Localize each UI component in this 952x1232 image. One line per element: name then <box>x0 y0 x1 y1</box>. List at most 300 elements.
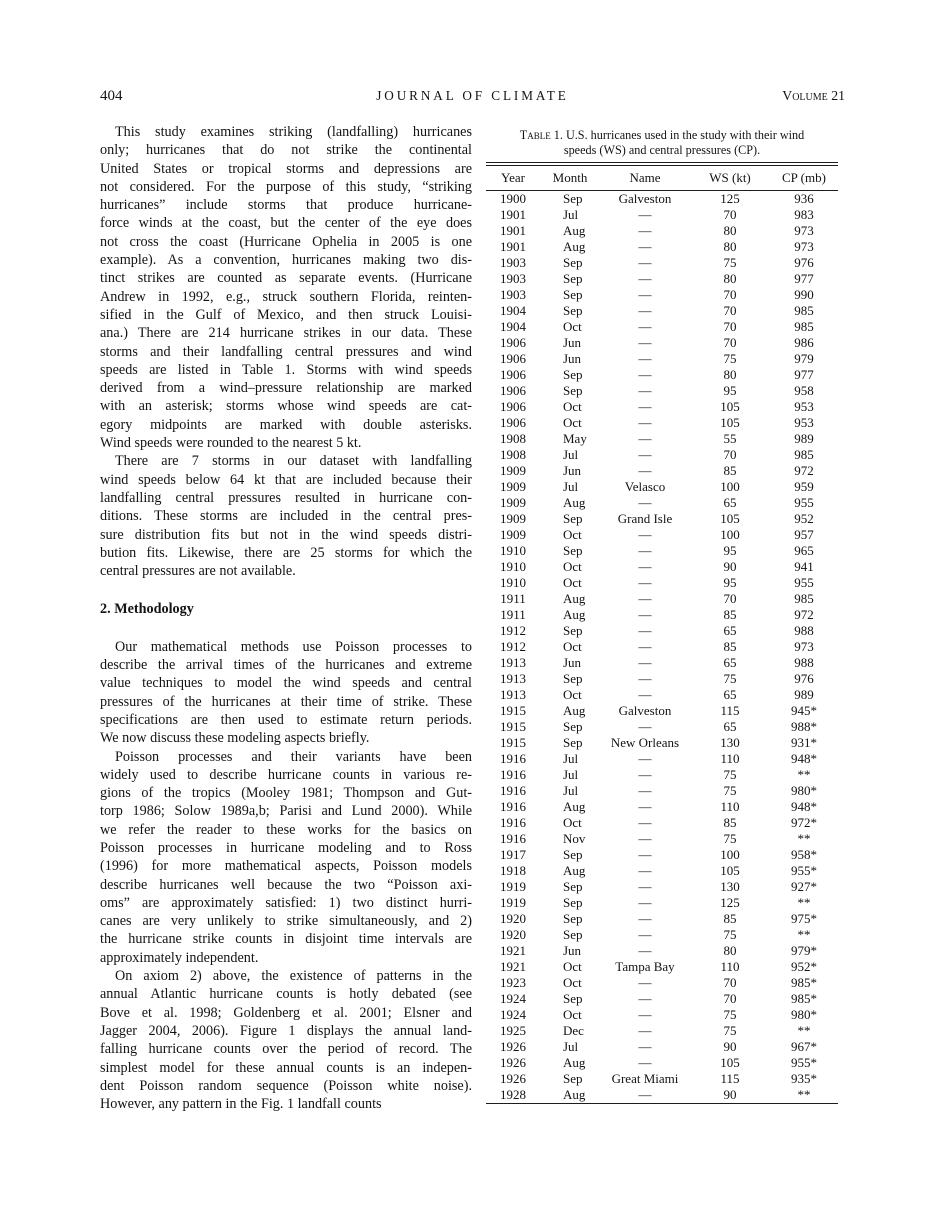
cell-name: — <box>638 559 652 575</box>
cell-name: — <box>638 783 652 799</box>
article-column <box>100 123 472 1113</box>
column-header: WS (kt) <box>709 170 751 186</box>
cell-ws: 95 <box>723 543 737 559</box>
cell-cp: 973 <box>794 639 814 655</box>
cell-year: 1906 <box>500 335 526 351</box>
section-heading: 2. Methodology <box>100 600 194 617</box>
cell-name: Great Miami <box>611 1071 679 1087</box>
cell-month: Sep <box>563 367 583 383</box>
cell-cp: 957 <box>794 527 814 543</box>
cell-month: Sep <box>563 671 583 687</box>
cell-ws: 75 <box>723 831 737 847</box>
cell-cp: 952* <box>791 959 817 975</box>
cell-ws: 70 <box>723 319 737 335</box>
table-column <box>486 128 838 1104</box>
cell-ws: 130 <box>720 879 740 895</box>
table-row <box>486 463 838 479</box>
cell-month: Oct <box>563 975 582 991</box>
cell-month: Sep <box>563 927 583 943</box>
cell-name: — <box>638 767 652 783</box>
text-line: dent Poisson random sequence (Poisson white noise). <box>100 1077 472 1094</box>
cell-year: 1910 <box>500 559 526 575</box>
cell-ws: 100 <box>720 527 740 543</box>
cell-year: 1923 <box>500 975 526 991</box>
text-line: example). As a convention, hurricanes making two dis- <box>100 252 472 269</box>
cell-year: 1916 <box>500 751 526 767</box>
column-header: Name <box>629 170 661 186</box>
cell-month: Oct <box>563 527 582 543</box>
cell-ws: 80 <box>723 367 737 383</box>
cell-ws: 85 <box>723 911 737 927</box>
table-row <box>486 495 838 511</box>
cell-year: 1916 <box>500 831 526 847</box>
table-row <box>486 815 838 831</box>
cell-ws: 70 <box>723 591 737 607</box>
table-row <box>486 607 838 623</box>
article-body <box>100 123 472 1113</box>
cell-year: 1916 <box>500 783 526 799</box>
cell-year: 1906 <box>500 399 526 415</box>
cell-ws: 110 <box>720 751 740 767</box>
cell-month: Sep <box>563 511 583 527</box>
cell-cp: 988 <box>794 623 814 639</box>
cell-ws: 75 <box>723 351 737 367</box>
table-row <box>486 1055 838 1071</box>
cell-name: — <box>638 687 652 703</box>
cell-year: 1916 <box>500 799 526 815</box>
text-line: describe the arrival times of the hurricanes and extreme <box>100 657 472 674</box>
text-line: Poisson processes in hurricane modeling and to Ross <box>100 839 472 856</box>
text-line: tinct strikes are counted as separate events. (Hurricane <box>100 270 472 287</box>
cell-year: 1912 <box>500 639 526 655</box>
cell-month: Sep <box>563 255 583 271</box>
cell-ws: 70 <box>723 991 737 1007</box>
cell-month: Jun <box>563 943 582 959</box>
table-row <box>486 687 838 703</box>
cell-cp: 977 <box>794 367 814 383</box>
cell-year: 1919 <box>500 879 526 895</box>
cell-cp: ** <box>797 927 811 943</box>
cell-year: 1906 <box>500 367 526 383</box>
cell-year: 1908 <box>500 447 526 463</box>
cell-year: 1900 <box>500 191 526 207</box>
cell-year: 1915 <box>500 719 526 735</box>
cell-cp: ** <box>797 895 811 911</box>
cell-ws: 70 <box>723 447 737 463</box>
cell-name: — <box>638 463 652 479</box>
cell-month: Aug <box>563 863 586 879</box>
cell-ws: 70 <box>723 975 737 991</box>
cell-name: — <box>638 399 652 415</box>
cell-cp: 973 <box>794 223 814 239</box>
text-line: Wind speeds were rounded to the nearest 5 kt. <box>100 435 362 452</box>
cell-year: 1920 <box>500 911 526 927</box>
cell-month: Sep <box>563 303 583 319</box>
volume-label: Volume 21 <box>782 88 845 103</box>
cell-year: 1917 <box>500 847 526 863</box>
cell-cp: 972* <box>791 815 817 831</box>
table-row <box>486 255 838 271</box>
cell-year: 1901 <box>500 207 526 223</box>
cell-month: Oct <box>563 319 582 335</box>
cell-name: — <box>638 911 652 927</box>
cell-cp: 965 <box>794 543 814 559</box>
text-line: On axiom 2) above, the existence of patterns in the <box>115 968 472 985</box>
cell-month: Sep <box>563 991 583 1007</box>
column-header: Year <box>501 170 525 186</box>
table-row <box>486 527 838 543</box>
cell-month: Jul <box>563 751 579 767</box>
cell-name: — <box>638 671 652 687</box>
cell-month: Aug <box>563 799 586 815</box>
cell-ws: 95 <box>723 383 737 399</box>
cell-cp: 952 <box>794 511 814 527</box>
cell-cp: ** <box>797 767 811 783</box>
text-line: However, any pattern in the Fig. 1 landfall counts <box>100 1096 382 1113</box>
table-row <box>486 239 838 255</box>
cell-cp: 985* <box>791 975 817 991</box>
cell-name: — <box>638 319 652 335</box>
cell-year: 1915 <box>500 735 526 751</box>
cell-month: Jul <box>563 783 579 799</box>
cell-year: 1918 <box>500 863 526 879</box>
cell-month: Oct <box>563 639 582 655</box>
cell-cp: 985* <box>791 991 817 1007</box>
cell-cp: 976 <box>794 255 814 271</box>
paragraph <box>100 748 472 968</box>
cell-name: — <box>638 639 652 655</box>
table-row <box>486 511 838 527</box>
table-row <box>486 735 838 751</box>
cell-ws: 110 <box>720 959 740 975</box>
cell-name: — <box>638 591 652 607</box>
text-line: approximately independent. <box>100 949 259 966</box>
table-row <box>486 287 838 303</box>
table-row <box>486 1071 838 1087</box>
cell-name: — <box>638 223 652 239</box>
table-row <box>486 863 838 879</box>
cell-year: 1928 <box>500 1087 526 1103</box>
cell-year: 1925 <box>500 1023 526 1039</box>
cell-year: 1913 <box>500 687 526 703</box>
cell-year: 1911 <box>500 607 526 623</box>
cell-name: — <box>638 415 652 431</box>
cell-year: 1919 <box>500 895 526 911</box>
table-bottom-rule <box>486 1103 838 1104</box>
table-row <box>486 335 838 351</box>
cell-name: Tampa Bay <box>615 959 675 975</box>
text-line: gions of the tropics (Mooley 1981; Thompson and Gut- <box>100 785 472 802</box>
cell-cp: 958* <box>791 847 817 863</box>
cell-ws: 80 <box>723 223 737 239</box>
paragraph <box>100 967 472 1113</box>
cell-name: — <box>638 1087 652 1103</box>
table-row <box>486 207 838 223</box>
cell-name: — <box>638 799 652 815</box>
table-row <box>486 1039 838 1055</box>
cell-name: — <box>638 271 652 287</box>
cell-month: Sep <box>563 271 583 287</box>
cell-cp: 985 <box>794 447 814 463</box>
cell-year: 1915 <box>500 703 526 719</box>
cell-year: 1904 <box>500 303 526 319</box>
cell-ws: 65 <box>723 687 737 703</box>
cell-ws: 65 <box>723 623 737 639</box>
text-line: Bove et al. 1998; Goldenberg et al. 2001; Elsner and <box>100 1004 472 1021</box>
cell-cp: 976 <box>794 671 814 687</box>
text-line: storms and their landfalling central pressures and wind <box>100 343 472 360</box>
cell-year: 1921 <box>500 959 526 975</box>
cell-ws: 80 <box>723 943 737 959</box>
cell-ws: 100 <box>720 479 740 495</box>
cell-cp: 980* <box>791 1007 817 1023</box>
cell-ws: 65 <box>723 495 737 511</box>
cell-name: — <box>638 1007 652 1023</box>
cell-year: 1906 <box>500 351 526 367</box>
text-line: speeds are listed in Table 1. Storms with wind speeds <box>100 361 472 378</box>
cell-cp: 979 <box>794 351 814 367</box>
text-line: with an asterisk; storms whose wind speeds are cat- <box>100 398 472 415</box>
table-row <box>486 591 838 607</box>
caption-text: 1. U.S. hurricanes used in the study with their wind <box>550 128 805 142</box>
text-line: central pressures are not available. <box>100 563 296 580</box>
table-row <box>486 559 838 575</box>
cell-year: 1924 <box>500 1007 526 1023</box>
cell-ws: 105 <box>720 415 740 431</box>
cell-month: Dec <box>563 1023 584 1039</box>
cell-name: — <box>638 207 652 223</box>
text-line: ditions. These storms are included in the central pres- <box>100 508 472 525</box>
text-line: wind speeds below 64 kt that are included because their <box>100 471 472 488</box>
cell-cp: 975* <box>791 911 817 927</box>
table-row <box>486 895 838 911</box>
cell-ws: 85 <box>723 463 737 479</box>
cell-name: — <box>638 527 652 543</box>
cell-cp: 990 <box>794 287 814 303</box>
cell-year: 1916 <box>500 767 526 783</box>
cell-ws: 75 <box>723 1023 737 1039</box>
cell-ws: 70 <box>723 287 737 303</box>
cell-name: — <box>638 623 652 639</box>
table-row <box>486 415 838 431</box>
table-row <box>486 783 838 799</box>
cell-cp: 979* <box>791 943 817 959</box>
text-line: canes are very unlikely to strike simultaneously, and 2) <box>100 913 472 930</box>
cell-month: Jul <box>563 1039 579 1055</box>
cell-name: — <box>638 991 652 1007</box>
text-line: we refer the reader to these works for the basics on <box>100 821 472 838</box>
cell-ws: 95 <box>723 575 737 591</box>
paragraph <box>100 452 472 580</box>
cell-name: — <box>638 495 652 511</box>
cell-name: — <box>638 255 652 271</box>
cell-name: — <box>638 927 652 943</box>
text-line: only; hurricanes that do not strike the continental <box>100 142 472 159</box>
table-row <box>486 879 838 895</box>
table-row <box>486 799 838 815</box>
cell-ws: 75 <box>723 671 737 687</box>
cell-ws: 125 <box>720 191 740 207</box>
text-line: annual Atlantic hurricane counts is hotly debated (see <box>100 986 472 1003</box>
caption-table-label: Table <box>519 128 551 142</box>
cell-name: — <box>638 383 652 399</box>
cell-month: Aug <box>563 1055 586 1071</box>
cell-name: — <box>638 1055 652 1071</box>
cell-cp: 953 <box>794 399 814 415</box>
cell-ws: 75 <box>723 255 737 271</box>
cell-year: 1909 <box>500 527 526 543</box>
text-line: (1996) for more mathematical aspects, Poisson models <box>100 858 472 875</box>
cell-ws: 65 <box>723 719 737 735</box>
text-line: There are 7 storms in our dataset with landfalling <box>115 453 472 470</box>
text-line: not cross the coast (Hurricane Ophelia in 2005 is one <box>100 233 472 250</box>
cell-ws: 90 <box>723 1087 737 1103</box>
cell-cp: ** <box>797 1087 811 1103</box>
cell-name: — <box>638 367 652 383</box>
cell-year: 1910 <box>500 543 526 559</box>
cell-name: — <box>638 655 652 671</box>
text-line: falling hurricane counts over the period of record. The <box>100 1041 472 1058</box>
cell-year: 1909 <box>500 479 526 495</box>
cell-cp: 955 <box>794 495 814 511</box>
cell-month: Nov <box>563 831 586 847</box>
text-line: Andrew in 1992, e.g., struck southern Florida, reinten- <box>100 288 472 305</box>
cell-cp: 948* <box>791 799 817 815</box>
cell-month: Aug <box>563 591 586 607</box>
cell-name: — <box>638 719 652 735</box>
cell-month: Aug <box>563 1087 586 1103</box>
table-row <box>486 943 838 959</box>
table-row <box>486 575 838 591</box>
cell-month: Sep <box>563 1071 583 1087</box>
cell-name: — <box>638 751 652 767</box>
table-row <box>486 639 838 655</box>
cell-month: Sep <box>563 911 583 927</box>
cell-cp: 936 <box>794 191 814 207</box>
cell-month: Sep <box>563 191 583 207</box>
text-line: not considered. For the purpose of this study, “striking <box>100 178 472 195</box>
cell-year: 1912 <box>500 623 526 639</box>
cell-month: Sep <box>563 735 583 751</box>
cell-ws: 130 <box>720 735 740 751</box>
cell-name: — <box>638 895 652 911</box>
text-line: simplest model for these annual counts is an indepen- <box>100 1059 472 1076</box>
cell-month: Aug <box>563 607 586 623</box>
text-line: torp 1986; Solow 1989a,b; Parisi and Lund 2000). While <box>100 803 472 820</box>
column-header: CP (mb) <box>782 170 826 186</box>
cell-ws: 75 <box>723 927 737 943</box>
cell-name: — <box>638 447 652 463</box>
cell-ws: 115 <box>720 1071 740 1087</box>
text-line: value techniques to model the wind speeds and central <box>100 675 472 692</box>
cell-month: Oct <box>563 415 582 431</box>
cell-month: Sep <box>563 719 583 735</box>
table-row <box>486 367 838 383</box>
cell-year: 1924 <box>500 991 526 1007</box>
cell-name: New Orleans <box>610 735 680 751</box>
cell-year: 1906 <box>500 383 526 399</box>
table-row <box>486 719 838 735</box>
cell-cp: ** <box>797 1023 811 1039</box>
cell-cp: ** <box>797 831 811 847</box>
cell-year: 1916 <box>500 815 526 831</box>
cell-cp: 935* <box>791 1071 817 1087</box>
table-row <box>486 751 838 767</box>
cell-month: Oct <box>563 559 582 575</box>
cell-cp: 958 <box>794 383 814 399</box>
text-line: This study examines striking (landfalling) hurricanes <box>115 124 472 140</box>
cell-ws: 90 <box>723 1039 737 1055</box>
table-row <box>486 831 838 847</box>
cell-name: — <box>638 335 652 351</box>
cell-year: 1909 <box>500 463 526 479</box>
table-row <box>486 447 838 463</box>
text-line: hurricanes” include storms that produce hurricane- <box>100 197 472 214</box>
text-line: sified in the Gulf of Mexico, and then struck Louisi- <box>100 306 472 323</box>
cell-year: 1908 <box>500 431 526 447</box>
text-line: force winds at the coast, but the center of the eye does <box>100 215 472 232</box>
cell-name: — <box>638 239 652 255</box>
cell-ws: 55 <box>723 431 737 447</box>
table-row <box>486 991 838 1007</box>
table-row <box>486 767 838 783</box>
cell-year: 1926 <box>500 1039 526 1055</box>
cell-year: 1913 <box>500 655 526 671</box>
table-header-row <box>486 166 838 190</box>
cell-ws: 90 <box>723 559 737 575</box>
cell-ws: 80 <box>723 271 737 287</box>
text-line: United States or tropical storms and depressions are <box>100 160 472 177</box>
text-line: Jagger 2004, 2006). Figure 1 displays the annual land- <box>100 1022 472 1039</box>
cell-month: Sep <box>563 287 583 303</box>
cell-year: 1909 <box>500 511 526 527</box>
table-row <box>486 191 838 207</box>
cell-cp: 931* <box>791 735 817 751</box>
cell-month: Jul <box>563 767 579 783</box>
cell-name: — <box>638 543 652 559</box>
cell-month: Jun <box>563 463 582 479</box>
cell-month: Jul <box>563 207 579 223</box>
cell-ws: 85 <box>723 607 737 623</box>
table-row <box>486 383 838 399</box>
cell-ws: 125 <box>720 895 740 911</box>
cell-year: 1911 <box>500 591 526 607</box>
cell-cp: 989 <box>794 687 814 703</box>
cell-name: — <box>638 1023 652 1039</box>
cell-year: 1921 <box>500 943 526 959</box>
table-row <box>486 959 838 975</box>
cell-ws: 105 <box>720 863 740 879</box>
table-row <box>486 1007 838 1023</box>
cell-month: Oct <box>563 959 582 975</box>
cell-month: Sep <box>563 895 583 911</box>
text-line: Poisson processes and their variants have been <box>115 748 472 765</box>
page-header <box>100 88 845 105</box>
table-caption <box>486 128 838 158</box>
cell-cp: 985 <box>794 319 814 335</box>
cell-month: Sep <box>563 383 583 399</box>
text-line: sure distribution fits but not in the wind speeds distri- <box>100 526 472 543</box>
cell-cp: 973 <box>794 239 814 255</box>
cell-ws: 105 <box>720 399 740 415</box>
cell-name: — <box>638 303 652 319</box>
text-line: describe hurricanes well because the two “Poisson axi- <box>100 876 472 893</box>
cell-year: 1903 <box>500 271 526 287</box>
cell-cp: 948* <box>791 751 817 767</box>
table-row <box>486 927 838 943</box>
cell-year: 1903 <box>500 287 526 303</box>
cell-month: May <box>563 431 587 447</box>
